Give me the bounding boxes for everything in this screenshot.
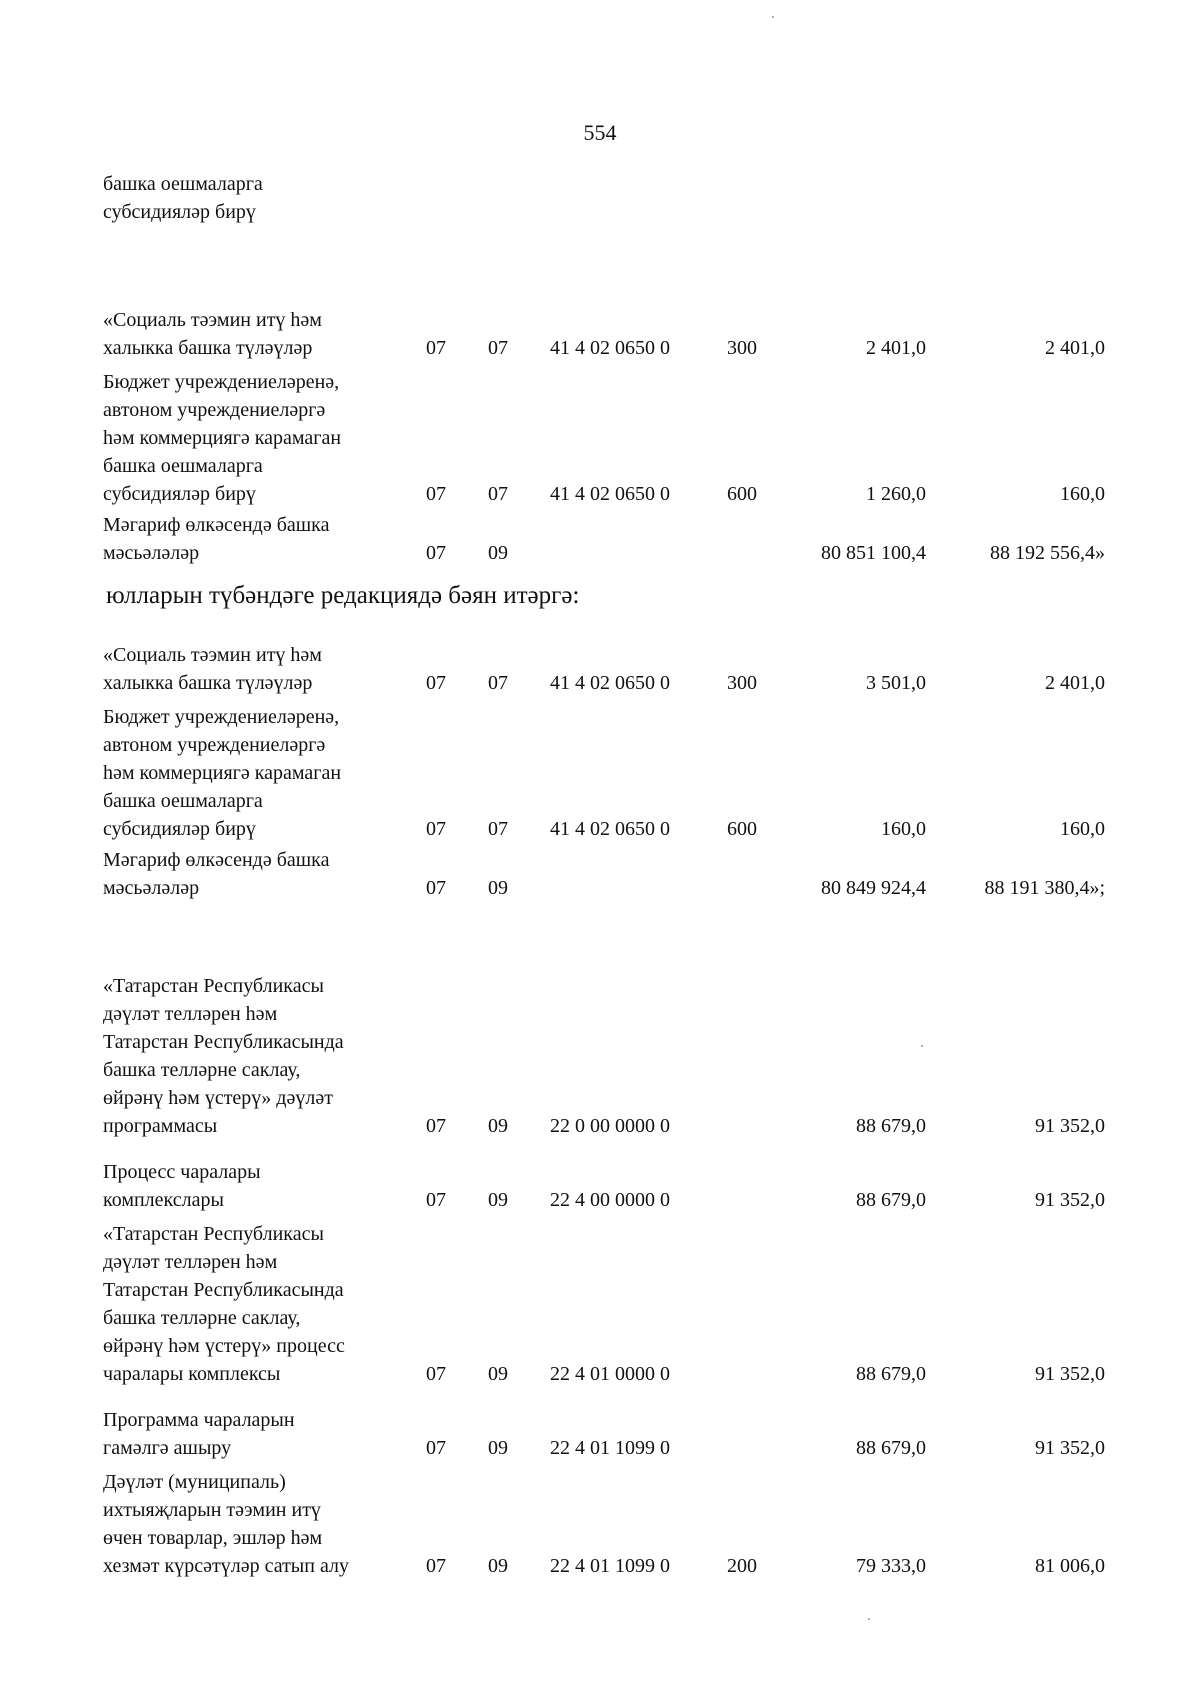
subsection-code: 09 <box>488 877 508 899</box>
amount-year-1: 88 679,0 <box>856 1363 926 1385</box>
section-code: 07 <box>426 1555 446 1577</box>
subsection-code: 09 <box>488 1115 508 1137</box>
section-code: 07 <box>426 1115 446 1137</box>
target-article-code: 22 4 01 0000 0 <box>550 1363 670 1385</box>
section-code: 07 <box>426 1363 446 1385</box>
amount-year-1: 3 501,0 <box>866 672 926 694</box>
subsection-code: 07 <box>488 337 508 359</box>
row-description: Бюджет учреждениеләренә, автоном учреждениеләргә һәм коммерциягә карамаган башка оешмаларга субсидияләр бирү <box>103 371 342 505</box>
subsection-code: 09 <box>488 1437 508 1459</box>
row-description: Программа чараларын гамәлгә ашыру <box>103 1409 295 1459</box>
amount-year-2: 88 191 380,4»; <box>984 877 1105 899</box>
section-code: 07 <box>426 877 446 899</box>
section-code: 07 <box>426 672 446 694</box>
subsection-code: 09 <box>488 1189 508 1211</box>
target-article-code: 22 4 01 1099 0 <box>550 1437 670 1459</box>
row-description: Мәгариф өлкәсендә башка мәсьәләләр <box>103 514 330 564</box>
amount-year-2: 2 401,0 <box>1045 672 1105 694</box>
expense-type-code: 200 <box>727 1555 757 1577</box>
target-article-code: 41 4 02 0650 0 <box>550 818 670 840</box>
row-description: башка оешмаларга субсидияләр бирү <box>103 173 263 223</box>
amount-year-1: 1 260,0 <box>866 483 926 505</box>
section-code: 07 <box>426 1437 446 1459</box>
expense-type-code: 600 <box>727 818 757 840</box>
amount-year-1: 88 679,0 <box>856 1189 926 1211</box>
amount-year-1: 80 849 924,4 <box>821 877 926 899</box>
section-code: 07 <box>426 542 446 564</box>
section-code: 07 <box>426 818 446 840</box>
target-article-code: 41 4 02 0650 0 <box>550 483 670 505</box>
amount-year-1: 88 679,0 <box>856 1115 926 1137</box>
amount-year-2: 88 192 556,4» <box>990 542 1105 564</box>
subsection-code: 07 <box>488 672 508 694</box>
section-code: 07 <box>426 483 446 505</box>
subsection-code: 07 <box>488 483 508 505</box>
scan-speck <box>868 1618 870 1620</box>
amount-year-2: 2 401,0 <box>1045 337 1105 359</box>
amount-year-1: 79 333,0 <box>856 1555 926 1577</box>
amount-year-1: 88 679,0 <box>856 1437 926 1459</box>
page-number: 554 <box>583 120 617 145</box>
scan-speck <box>921 1045 923 1047</box>
amount-year-2: 91 352,0 <box>1035 1115 1105 1137</box>
subsection-code: 09 <box>488 1363 508 1385</box>
amount-year-2: 91 352,0 <box>1035 1363 1105 1385</box>
amount-year-1: 2 401,0 <box>866 337 926 359</box>
row-description: «Татарстан Республикасы дәүләт телләрен һәм Татарстан Республикасында башка телләрне саклау, өйрәнү һәм үстерү» дәүләт программасы <box>103 975 344 1137</box>
row-description: Мәгариф өлкәсендә башка мәсьәләләр <box>103 849 330 899</box>
target-article-code: 41 4 02 0650 0 <box>550 672 670 694</box>
subsection-code: 09 <box>488 542 508 564</box>
amount-year-2: 91 352,0 <box>1035 1189 1105 1211</box>
row-description: «Социаль тәэмин итү һәм халыкка башка түләүләр <box>103 644 322 694</box>
target-article-code: 22 0 00 0000 0 <box>550 1115 670 1137</box>
row-description: Бюджет учреждениеләренә, автоном учреждениеләргә һәм коммерциягә карамаган башка оешмаларга субсидияләр бирү <box>103 706 342 840</box>
target-article-code: 41 4 02 0650 0 <box>550 337 670 359</box>
amount-year-2: 160,0 <box>1060 818 1105 840</box>
amount-year-1: 80 851 100,4 <box>821 542 926 564</box>
expense-type-code: 300 <box>727 672 757 694</box>
target-article-code: 22 4 01 1099 0 <box>550 1555 670 1577</box>
subsection-code: 09 <box>488 1555 508 1577</box>
row-description: Процесс чаралары комплекслары <box>103 1161 261 1211</box>
expense-type-code: 300 <box>727 337 757 359</box>
amount-year-2: 81 006,0 <box>1035 1555 1105 1577</box>
amount-year-2: 91 352,0 <box>1035 1437 1105 1459</box>
scan-speck <box>772 16 774 18</box>
row-description: Дәүләт (муниципаль) ихтыяҗларын тәэмин итү өчен товарлар, эшләр һәм хезмәт күрсәтүләр сатып алу <box>103 1471 349 1577</box>
target-article-code: 22 4 00 0000 0 <box>550 1189 670 1211</box>
subsection-code: 07 <box>488 818 508 840</box>
row-description: «Социаль тәэмин итү һәм халыкка башка түләүләр <box>103 309 322 359</box>
expense-type-code: 600 <box>727 483 757 505</box>
amount-year-2: 160,0 <box>1060 483 1105 505</box>
section-code: 07 <box>426 337 446 359</box>
section-code: 07 <box>426 1189 446 1211</box>
amount-year-1: 160,0 <box>881 818 926 840</box>
row-description: «Татарстан Республикасы дәүләт телләрен һәм Татарстан Республикасында башка телләрне саклау, өйрәнү һәм үстерү» процесс чаралары комплексы <box>103 1223 345 1385</box>
intro-text: юлларын түбәндәге редакциядә бәян итәргә: <box>106 582 580 609</box>
